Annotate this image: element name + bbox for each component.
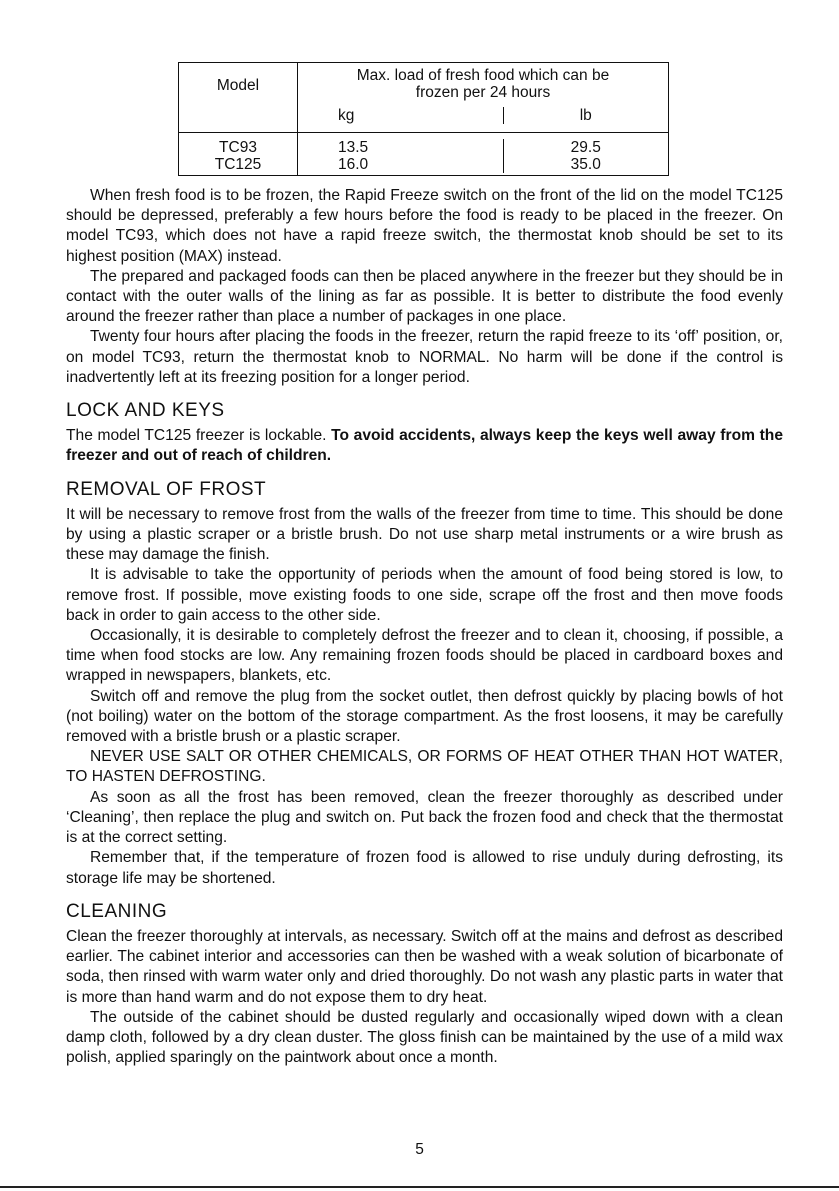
model-header: Model [179, 63, 298, 133]
unit-row [298, 107, 668, 124]
table-row [298, 139, 668, 156]
unit-kg: kg [298, 107, 504, 124]
document-page [66, 62, 783, 1068]
body-text [66, 186, 783, 1068]
max-load-header-line2: frozen per 24 hours [415, 84, 551, 101]
paragraph: It is advisable to take the opportunity of periods when the amount of food being stored is low, to remove frost. If possible, move existing foods to one side, scrape off the frost and then move foods back in order to gain access to the other side. [66, 566, 783, 624]
paragraph: Remember that, if the temperature of frozen food is allowed to rise unduly during defrosting, its storage life may be shortened. [66, 849, 783, 887]
kg-cell: 16.0 [298, 156, 504, 173]
paragraph: Twenty four hours after placing the foods in the freezer, return the rapid freeze to its ‘off’ position, or, on model TC93, return the thermostat knob to NORMAL. No harm will be done if the control is inadvertently left at its freezing position for a longer period. [66, 328, 783, 386]
paragraph: The outside of the cabinet should be dusted regularly and occasionally wiped down with a clean damp cloth, followed by a dry clean duster. The gloss finish can be maintained by the use of a mild wax polish, applied sparingly on the paintwork about once a month. [66, 1008, 783, 1067]
warning-paragraph: NEVER USE SALT OR OTHER CHEMICALS, OR FORMS OF HEAT OTHER THAN HOT WATER, TO HASTEN DEFROSTING. [66, 748, 783, 786]
lock-warning: To avoid accidents, always keep the keys well away from the freezer and out of reach of children. [66, 427, 784, 465]
max-load-header [298, 63, 669, 133]
paragraph: When fresh food is to be frozen, the Rapid Freeze switch on the front of the lid on the model TC125 should be depressed, preferably a few hours before the food is ready to be placed in the freezer. On model TC93, which does not have a rapid freeze switch, the thermostat knob should be set to its highest position (MAX) instead. [66, 187, 783, 265]
page-number: 5 [415, 1141, 424, 1158]
paragraph: It will be necessary to remove frost from the walls of the freezer from time to time. This should be done by using a plastic scraper or a bristle brush. Do not use sharp metal instruments or a wire brush as these may damage the finish. [66, 505, 783, 564]
table-row [179, 133, 669, 176]
paragraph: As soon as all the frost has been removed, clean the freezer thoroughly as described under ‘Cleaning’, then replace the plug and switch on. Put back the frozen food and check that the thermostat is at the correct setting. [66, 788, 783, 847]
model-cell: TC93 [219, 139, 257, 156]
model-cell: TC125 [214, 156, 262, 173]
paragraph: Clean the freezer thoroughly at intervals, as necessary. Switch off at the mains and defrost as described earlier. The cabinet interior and accessories can then be washed with a weak solution of bicarbonate of soda, then rinsed with warm water only and dried thoroughly. Do not wash any plastic parts in water that is more than hand warm and do not expose them to dry heat. [66, 927, 783, 1006]
lb-cell: 29.5 [570, 139, 601, 156]
table-row [298, 156, 668, 173]
section-heading-cleaning: CLEANING [66, 900, 168, 922]
paragraph: Occasionally, it is desirable to completely defrost the freezer and to clean it, choosing, if possible, a time when food stocks are low. Any remaining frozen foods should be placed in cardboard boxes and wrapped in newspapers, blankets, etc. [66, 627, 783, 685]
freezing-capacity-table [178, 62, 669, 176]
kg-cell: 13.5 [298, 139, 504, 156]
unit-lb: lb [579, 107, 592, 124]
section-heading-frost: REMOVAL OF FROST [66, 478, 267, 500]
paragraph [66, 426, 783, 466]
paragraph: Switch off and remove the plug from the socket outlet, then defrost quickly by placing bowls of hot (not boiling) water on the bottom of the storage compartment. As the frost loosens, it may be carefully removed with a bristle brush or a plastic scraper. [66, 687, 783, 746]
bottom-rule [0, 1186, 839, 1188]
paragraph: The prepared and packaged foods can then be placed anywhere in the freezer but they should be in contact with the outer walls of the lining as far as possible. It is better to distribute the food evenly around the freezer rather than place a number of packages in one place. [66, 267, 783, 326]
lock-text: The model TC125 freezer is lockable. [66, 427, 332, 445]
max-load-header-line1: Max. load of fresh food which can be [356, 67, 610, 84]
section-heading-lock: LOCK AND KEYS [66, 400, 225, 422]
lb-cell: 35.0 [570, 156, 601, 173]
